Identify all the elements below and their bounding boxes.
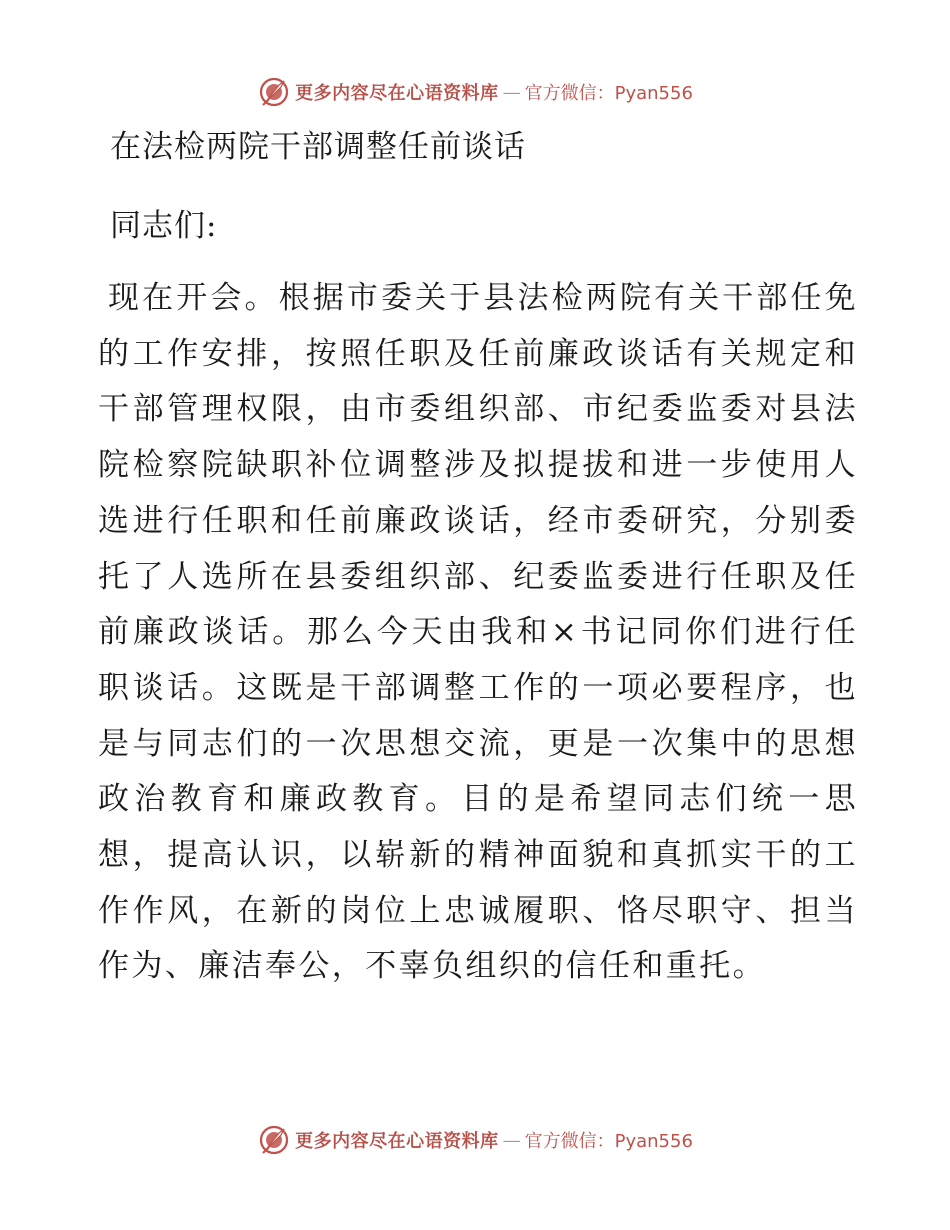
watermark-contact: 官方微信：Pyan556 — [524, 1131, 693, 1152]
quill-logo-icon — [257, 75, 291, 109]
salutation: 同志们: — [110, 208, 218, 244]
watermark-contact: 官方微信：Pyan556 — [524, 83, 693, 104]
watermark-separator: — — [502, 81, 521, 103]
document-title: 在法检两院干部调整任前谈话 — [110, 129, 526, 165]
body-paragraph: 现在开会。根据市委关于县法检两院有关干部任免的工作安排，按照任职及任前廉政谈话有关规定和干部管理权限，由市委组织部、市纪委监委对县法院检察院缺职补位调整涉及拟提拔和进一步使用人选进行任职和任前廉政谈话，经市委研究，分别委托了人选所在县委组织部、纪委监委进行任职及任前廉政谈话。那么今天由我和×书记同你们进行任职谈话。这既是干部调整工作的一项必要程序，也是与同志们的一次思想交流，更是一次集中的思想政治教育和廉政教育。目的是希望同志们统一思想，提高认识，以崭新的精神面貌和真抓实干的工作作风，在新的岗位上忠诚履职、恪尽职守、担当作为、廉洁奉公，不辜负组织的信任和重托。 — [98, 280, 858, 985]
watermark-separator: — — [502, 1129, 521, 1151]
quill-logo-icon — [257, 1123, 291, 1157]
watermark-brand: 更多内容尽在心语资料库 — [295, 1131, 499, 1152]
header-watermark — [0, 72, 950, 112]
footer-watermark — [0, 1120, 950, 1160]
watermark-brand: 更多内容尽在心语资料库 — [295, 83, 499, 104]
